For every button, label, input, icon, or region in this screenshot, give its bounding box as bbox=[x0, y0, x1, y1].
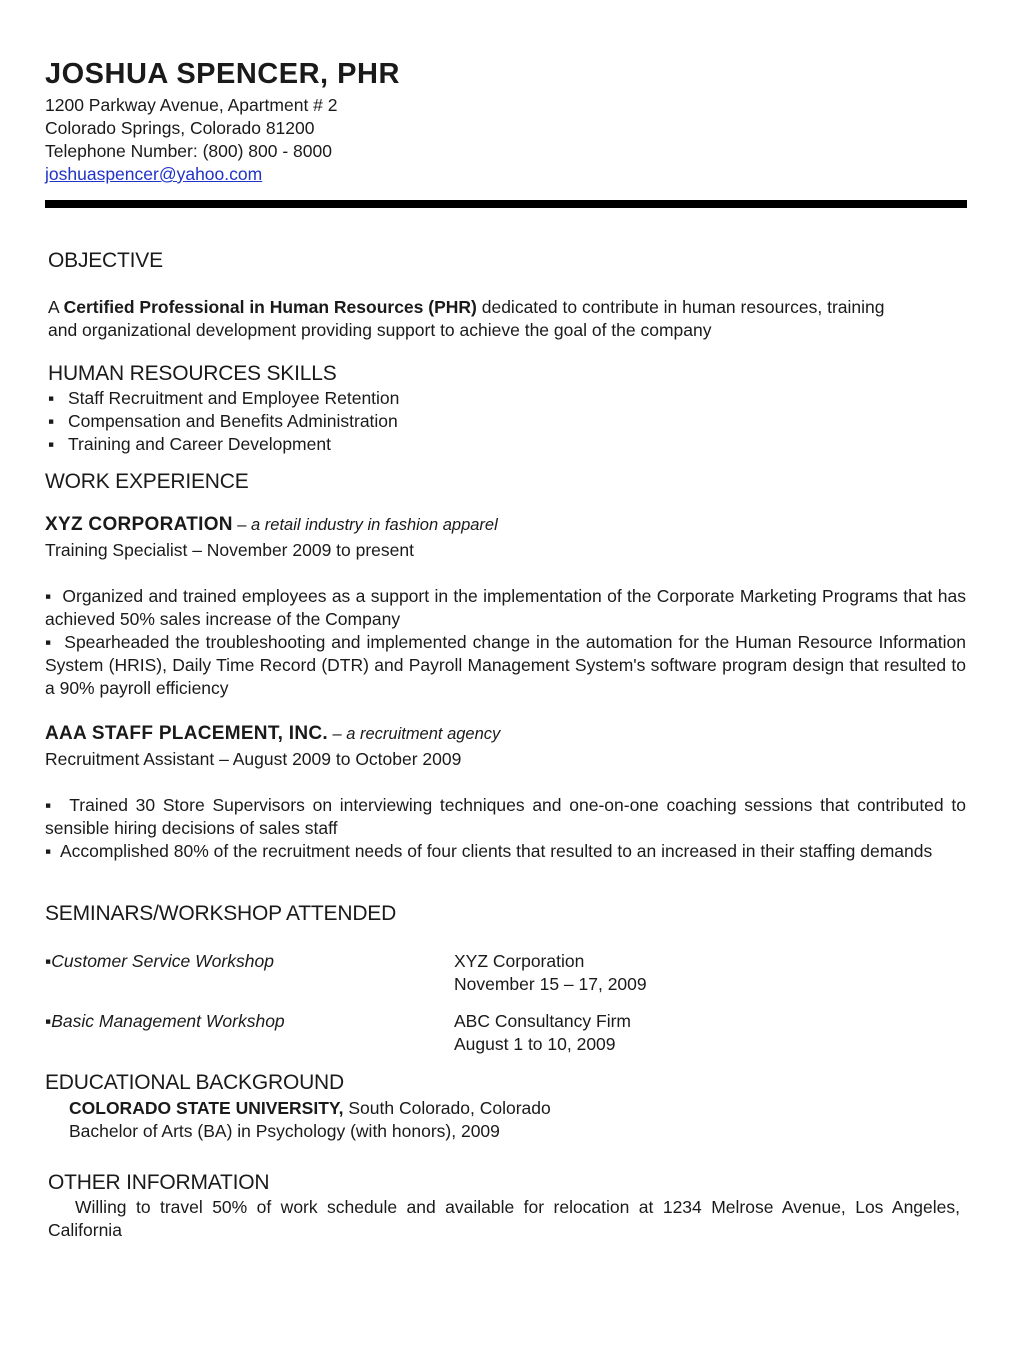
seminar-1-date: November 15 – 17, 2009 bbox=[454, 974, 647, 994]
seminars-heading: SEMINARS/WORKSHOP ATTENDED bbox=[45, 902, 397, 925]
job-1-descriptor: – a retail industry in fashion apparel bbox=[237, 516, 498, 534]
education-heading: EDUCATIONAL BACKGROUND bbox=[45, 1071, 344, 1094]
objective-line-2: and organizational development providing support to achieve the goal of the company bbox=[48, 320, 712, 340]
list-item: ▪ Staff Recruitment and Employee Retention bbox=[48, 388, 400, 408]
candidate-name: JOSHUA SPENCER, PHR bbox=[45, 58, 400, 90]
objective-certification: Certified Professional in Human Resources (PHR) bbox=[63, 297, 477, 317]
email-link[interactable]: joshuaspencer@yahoo.com bbox=[45, 164, 263, 184]
seminar-1-org: XYZ Corporation bbox=[454, 951, 585, 971]
seminar-1-title: ▪Customer Service Workshop bbox=[45, 951, 274, 971]
address-line-1: 1200 Parkway Avenue, Apartment # 2 bbox=[45, 95, 338, 115]
skills-heading: HUMAN RESOURCES SKILLS bbox=[48, 362, 337, 385]
header-divider bbox=[45, 200, 967, 208]
job-1-header bbox=[45, 514, 498, 536]
job-1-bullet-2: ▪ Spearheaded the troubleshooting and implemented change in the automation for the Human Resource Information System (HRIS), Daily Time Record (DTR) and Payroll Management System's software program design that resulted to a 90% payroll efficiency bbox=[45, 632, 966, 698]
objective-text bbox=[48, 296, 964, 342]
list-item: ▪ Training and Career Development bbox=[48, 434, 331, 454]
job-2-bullet-2: ▪ Accomplished 80% of the recruitment needs of four clients that resulted to an increased in their staffing demands bbox=[45, 841, 933, 861]
list-item: ▪ Compensation and Benefits Administration bbox=[48, 411, 398, 431]
job-2-bullet-1: ▪ Trained 30 Store Supervisors on interviewing techniques and one-on-one coaching sessions that contributed to sensible hiring decisions of sales staff bbox=[45, 795, 966, 838]
job-1-bullet-1: ▪ Organized and trained employees as a support in the implementation of the Corporate Marketing Programs that has achieved 50% sales increase of the Company bbox=[45, 586, 966, 629]
skills-list bbox=[48, 387, 399, 456]
other-heading: OTHER INFORMATION bbox=[48, 1171, 270, 1194]
seminar-2-org: ABC Consultancy Firm bbox=[454, 1011, 631, 1031]
education-location: South Colorado, Colorado bbox=[343, 1098, 551, 1118]
address-line-2: Colorado Springs, Colorado 81200 bbox=[45, 118, 315, 138]
other-text: Willing to travel 50% of work schedule and available for relocation at 1234 Melrose Avenue, Los Angeles, California bbox=[48, 1197, 960, 1240]
job-2-position: Recruitment Assistant – August 2009 to October 2009 bbox=[45, 749, 462, 769]
seminar-2-title: ▪Basic Management Workshop bbox=[45, 1011, 285, 1031]
objective-prefix: A bbox=[48, 297, 64, 317]
job-2-header bbox=[45, 723, 500, 745]
education-school-line bbox=[69, 1097, 551, 1120]
objective-line1-rest: dedicated to contribute in human resources, training bbox=[476, 297, 885, 317]
job-1-position: Training Specialist – November 2009 to present bbox=[45, 540, 414, 560]
education-school: COLORADO STATE UNIVERSITY, bbox=[69, 1098, 344, 1118]
telephone-line: Telephone Number: (800) 800 - 8000 bbox=[45, 141, 332, 161]
job-1-company: XYZ CORPORATION bbox=[45, 514, 233, 535]
education-degree: Bachelor of Arts (BA) in Psychology (with honors), 2009 bbox=[69, 1121, 500, 1141]
experience-heading: WORK EXPERIENCE bbox=[45, 470, 249, 493]
seminar-2-date: August 1 to 10, 2009 bbox=[454, 1034, 616, 1054]
job-2-descriptor: – a recruitment agency bbox=[332, 725, 501, 743]
job-2-company: AAA STAFF PLACEMENT, INC. bbox=[45, 723, 328, 744]
objective-heading: OBJECTIVE bbox=[48, 249, 163, 272]
